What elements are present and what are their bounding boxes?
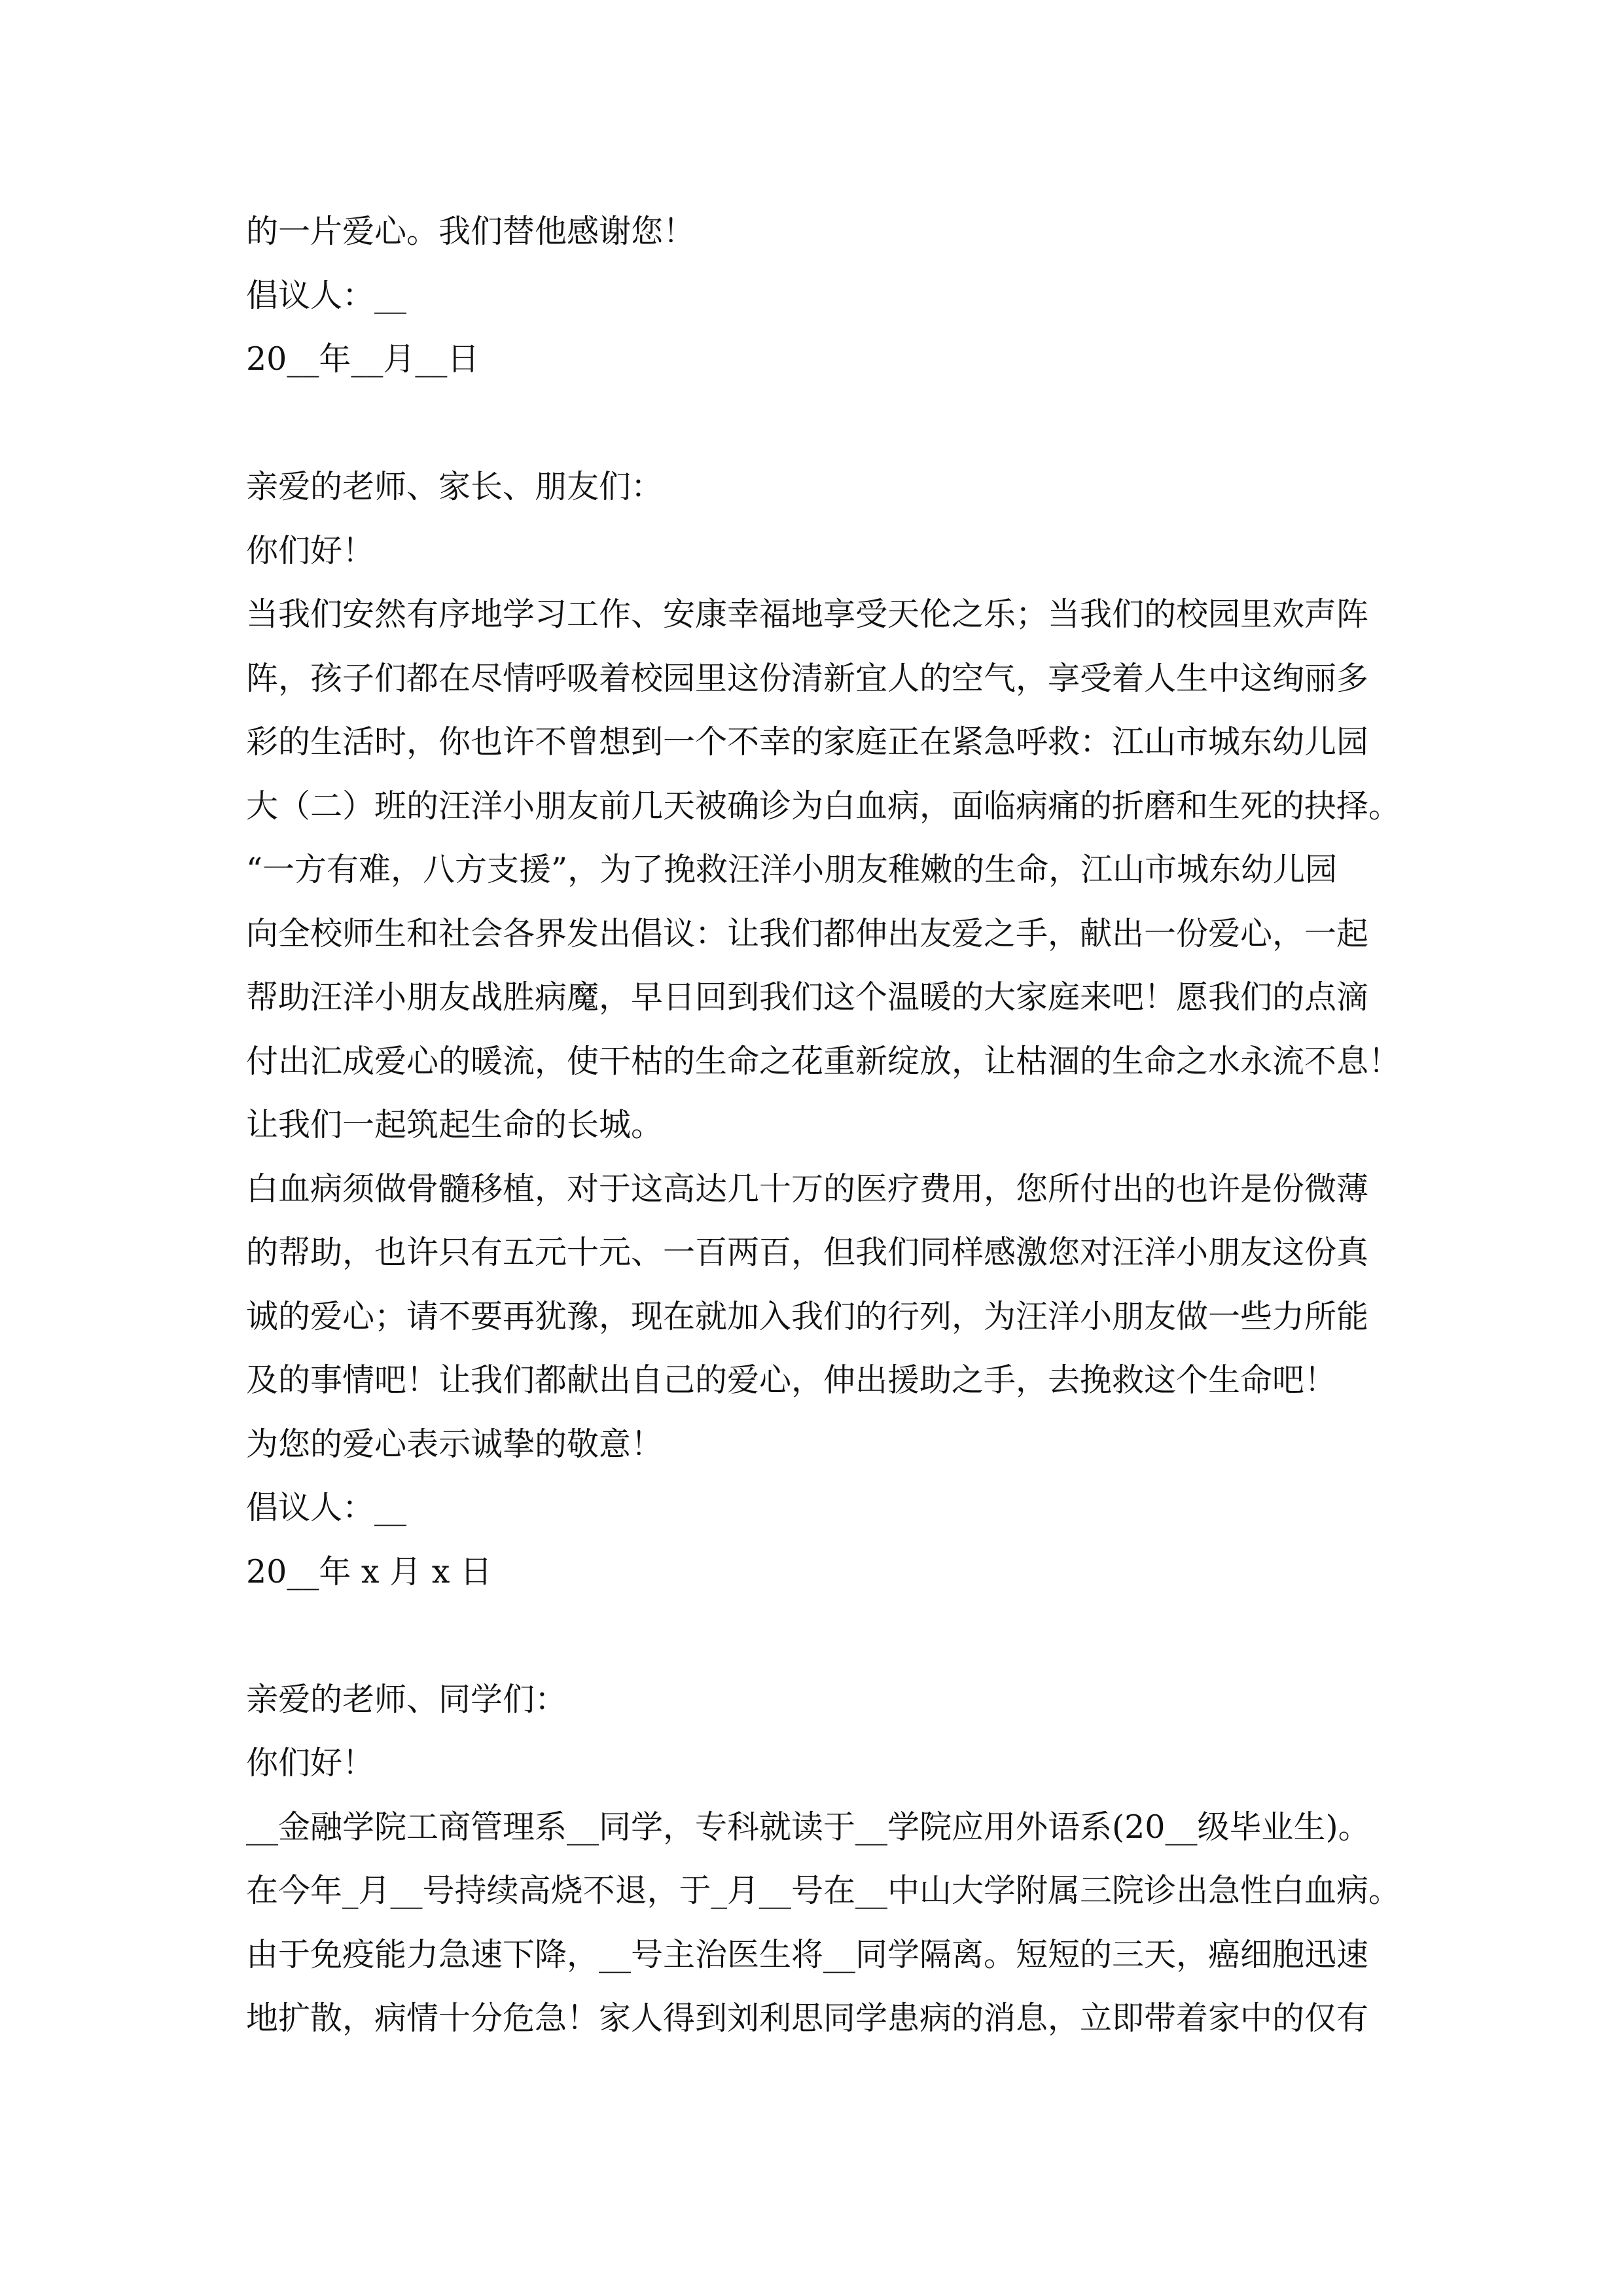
date-line: 20__年 x 月 x 日 bbox=[246, 1552, 492, 1590]
greeting: 你们好！ bbox=[246, 531, 375, 569]
paragraph-line: 的帮助，也许只有五元十元、一百两百，但我们同样感激您对汪洋小朋友这份真 bbox=[246, 1234, 1369, 1271]
paragraph-line: 大（二）班的汪洋小朋友前几天被确诊为白血病，面临病痛的折磨和生死的抉择。 bbox=[246, 787, 1401, 825]
paragraph-line: 及的事情吧！让我们都献出自己的爱心，伸出援助之手，去挽救这个生命吧！ bbox=[246, 1361, 1337, 1399]
paragraph-line: 向全校师生和社会各界发出倡议：让我们都伸出友爱之手，献出一份爱心，一起 bbox=[246, 914, 1369, 952]
paragraph-line: 帮助汪洋小朋友战胜病魔，早日回到我们这个温暖的大家庭来吧！愿我们的点滴 bbox=[246, 978, 1369, 1016]
section-gap bbox=[246, 1604, 1388, 1668]
salutation: 亲爱的老师、同学们： bbox=[246, 1680, 567, 1718]
section-gap bbox=[246, 391, 1388, 456]
paragraph-line: __金融学院工商管理系__同学，专科就读于__学院应用外语系(20__级毕业生)。 bbox=[246, 1808, 1370, 1846]
paragraph-line: 诚的爱心；请不要再犹豫，现在就加入我们的行列，为汪洋小朋友做一些力所能 bbox=[246, 1297, 1369, 1335]
paragraph-line: 为您的爱心表示诚挚的敬意！ bbox=[246, 1425, 664, 1463]
paragraph-line: 地扩散，病情十分危急！家人得到刘利思同学患病的消息，立即带着家中的仅有 bbox=[246, 2000, 1369, 2037]
closing-line: 的一片爱心。我们替他感谢您！ bbox=[246, 213, 696, 250]
initiator-line: 倡议人：__ bbox=[246, 1489, 407, 1526]
paragraph-line: 付出汇成爱心的暖流，使干枯的生命之花重新绽放，让枯涸的生命之水永流不息！ bbox=[246, 1042, 1401, 1080]
greeting: 你们好！ bbox=[246, 1744, 375, 1782]
paragraph-line: 当我们安然有序地学习工作、安康幸福地享受天伦之乐；当我们的校园里欢声阵 bbox=[246, 596, 1369, 633]
initiator-line: 倡议人：__ bbox=[246, 276, 407, 314]
paragraph-line: 让我们一起筑起生命的长城。 bbox=[246, 1106, 664, 1143]
paragraph-line: “一方有难，八方支援”，为了挽救汪洋小朋友稚嫩的生命，江山市城东幼儿园 bbox=[246, 851, 1338, 888]
paragraph-line: 彩的生活时，你也许不曾想到一个不幸的家庭正在紧急呼救：江山市城东幼儿园 bbox=[246, 723, 1369, 761]
date-line: 20__年__月__日 bbox=[246, 340, 480, 378]
paragraph-line: 阵，孩子们都在尽情呼吸着校园里这份清新宜人的空气，享受着人生中这绚丽多 bbox=[246, 659, 1369, 697]
paragraph-line: 由于免疫能力急速下降，__号主治医生将__同学隔离。短短的三天，癌细胞迅速 bbox=[246, 1935, 1369, 1973]
paragraph-line: 在今年_月__号持续高烧不退，于_月__号在__中山大学附属三院诊出急性白血病。 bbox=[246, 1872, 1401, 1909]
paragraph-line: 白血病须做骨髓移植，对于这高达几十万的医疗费用，您所付出的也许是份微薄 bbox=[246, 1170, 1369, 1208]
document-body bbox=[246, 200, 1401, 2051]
salutation: 亲爱的老师、家长、朋友们： bbox=[246, 468, 664, 505]
